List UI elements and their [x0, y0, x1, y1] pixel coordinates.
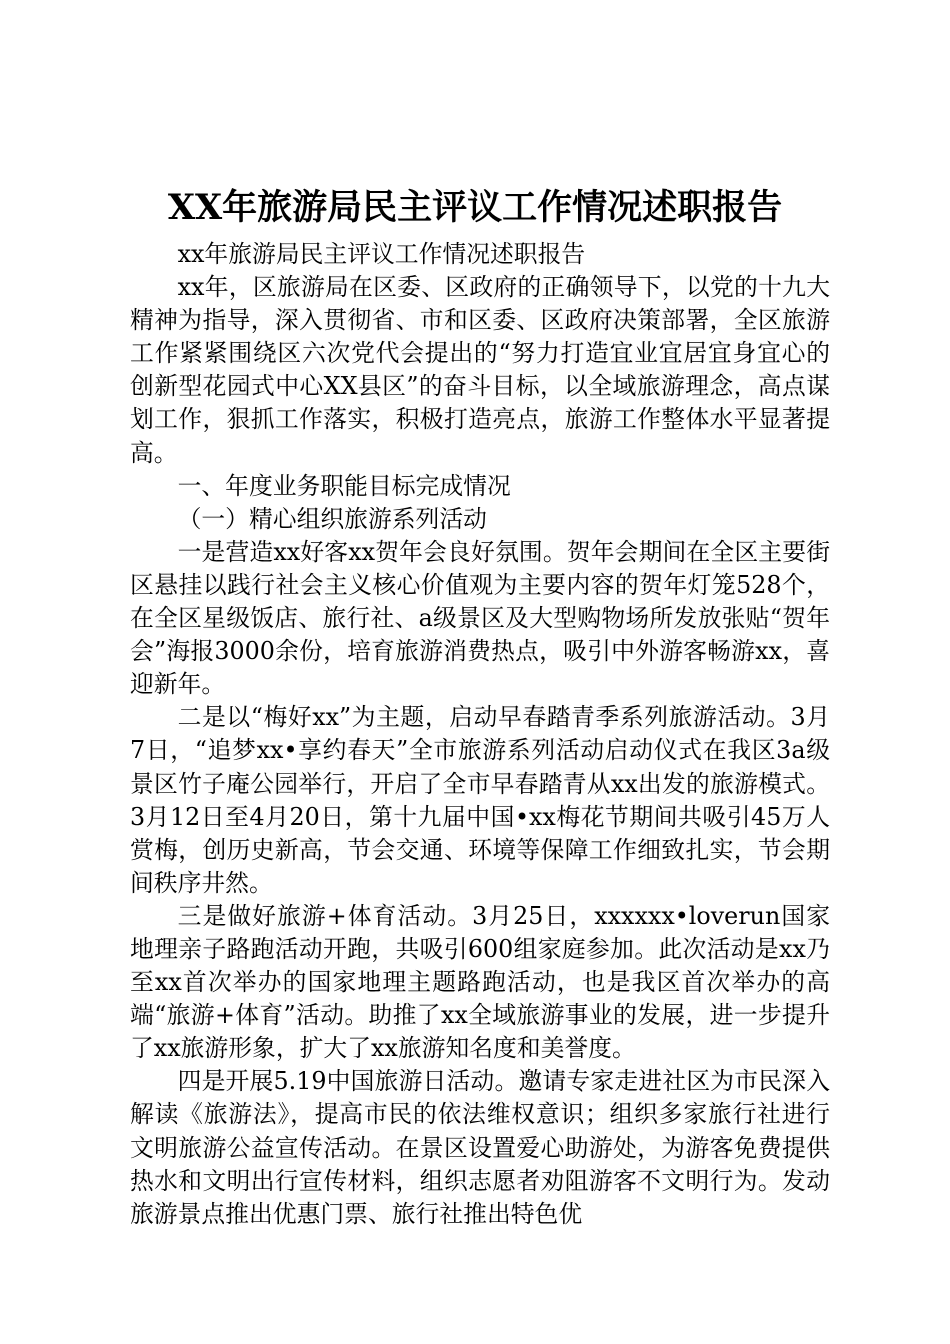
paragraph-subtitle: xx年旅游局民主评议工作情况述职报告 — [177, 240, 586, 268]
paragraph-item-2: 二是以“梅好xx”为主题，启动早春踏青季系列旅游活动。3月7日，“追梦xx•享约春天”全市旅游系列活动启动仪式在我区3a级景区竹子庵公园举行，开启了全市早春踏青从xx出发的旅游模式。3月12日至4月20日，第十九届中国•xx梅花节期间共吸引45万人赏梅，创历史新高，节会交通、环境等保障工作细致扎实，节会期间秩序井然。 — [130, 703, 830, 897]
document-title: XX年旅游局民主评议工作情况述职报告 — [167, 187, 783, 228]
subsection-heading: （一）精心组织旅游系列活动 — [177, 504, 487, 533]
paragraph-item-1: 一是营造xx好客xx贺年会良好氛围。贺年会期间在全区主要街区悬挂以践行社会主义核心价值观为主要内容的贺年灯笼528个，在全区星级饭店、旅行社、a级景区及大型购物场所发放张贴“贺年会”海报3000余份，培育旅游消费热点，吸引中外游客畅游xx，喜迎新年。 — [130, 537, 830, 699]
paragraph-item-3: 三是做好旅游+体育活动。3月25日，xxxxxx•loverun国家地理亲子路跑活动开跑，共吸引600组家庭参加。此次活动是xx乃至xx首次举办的国家地理主题路跑活动，也是我区首次举办的高端“旅游+体育”活动。助推了xx全域旅游事业的发展，进一步提升了xx旅游形象，扩大了xx旅游知名度和美誉度。 — [130, 901, 830, 1063]
paragraph-intro: xx年，区旅游局在区委、区政府的正确领导下，以党的十九大精神为指导，深入贯彻省、市和区委、区政府决策部署，全区旅游工作紧紧围绕区六次党代会提出的“努力打造宜业宜居宜身宜心的创新型花园式中心XX县区”的奋斗目标，以全域旅游理念，高点谋划工作，狠抓工作落实，积极打造亮点，旅游工作整体水平显著提高。 — [130, 273, 830, 467]
document-body — [130, 238, 830, 1231]
paragraph-item-4: 四是开展5.19中国旅游日活动。邀请专家走进社区为市民深入解读《旅游法》，提高市民的依法维权意识；组织多家旅行社进行文明旅游公益宣传活动。在景区设置爱心助游处，为游客免费提供热水和文明出行宣传材料，组织志愿者劝阻游客不文明行为。发动旅游景点推出优惠门票、旅行社推出特色优 — [130, 1067, 830, 1228]
section-heading: 一、年度业务职能目标完成情况 — [177, 471, 511, 500]
